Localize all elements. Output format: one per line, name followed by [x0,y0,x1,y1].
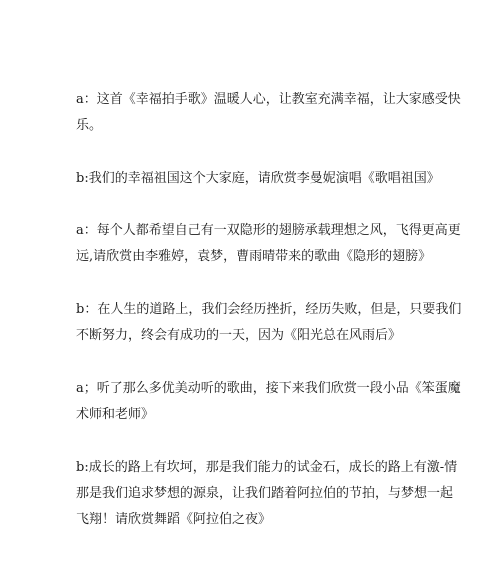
paragraph-5 [76,376,461,428]
paragraph-4 [76,297,462,349]
paragraph-line: a：每个人都希望自己有一双隐形的翅膀承载理想之风，飞得更高更 [76,223,461,238]
paragraph-line: b:我们的幸福祖国这个大家庭，请欣赏李曼妮演唱《歌唱祖国》 [76,171,440,186]
paragraph-6 [76,455,458,533]
paragraph-3 [76,218,461,270]
paragraph-1 [76,87,461,139]
paragraph-line: 那是我们追求梦想的源泉，让我们踏着阿拉伯的节拍，与梦想一起 [76,486,454,501]
paragraph-line: a：这首《幸福拍手歌》温暖人心，让教室充满幸福，让大家感受快 [76,92,461,107]
paragraph-line: a；听了那么多优美动听的歌曲，接下来我们欣赏一段小品《笨蛋魔 [76,381,461,396]
paragraph-line: b：在人生的道路上，我们会经历挫折，经历失败，但是，只要我们 [76,302,462,317]
paragraph-line: 不断努力，终会有成功的一天，因为《阳光总在风雨后》 [76,328,402,343]
paragraph-line: b:成长的路上有坎坷，那是我们能力的试金石，成长的路上有激-情 [76,460,458,475]
paragraph-2 [76,166,440,192]
paragraph-line: 飞翔！请欣赏舞蹈《阿拉伯之夜》 [76,512,272,527]
paragraph-line: 乐。 [76,118,103,133]
paragraph-line: 术师和老师》 [76,407,155,422]
paragraph-line: 远,请欣赏由李雅婷，袁梦，曹雨晴带来的歌曲《隐形的翅膀》 [76,249,432,264]
